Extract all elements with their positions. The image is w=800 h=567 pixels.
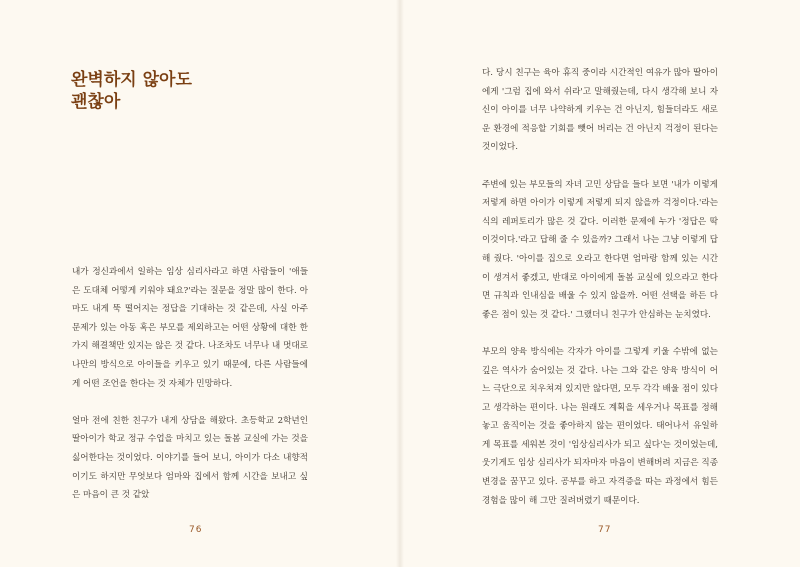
page-number: 76 [189, 525, 203, 535]
chapter-title-line-2: 괜찮아 [71, 92, 121, 112]
body-paragraph: 다. 당시 친구는 육아 휴직 중이라 시간적인 여유가 많아 딸아이에게 '그럼 집에 와서 쉬라'고 말해줬는데, 다시 생각해 보니 자신이 아이를 너무 나약하게 키우는 건 아닌지, 힘들더라도 새로운 환경에 적응할 기회를 뺏어 버리는 건 아닌지 걱정이 된다는 것이었다. [482, 68, 718, 153]
body-paragraph: 얼마 전에 친한 친구가 내게 상담을 해왔다. 초등학교 2학년인 딸아이가 학교 정규 수업을 마치고 있는 돌봄 교실에 가는 것을 싫어한다는 것이었다. 이야기를 들어 보니, 아이가 다소 내향적이기도 하지만 무엇보다 엄마와 집에서 함께 시간을 보내고 싶은 마음이 큰 것 같았 [72, 415, 308, 501]
chapter-title [71, 69, 192, 113]
chapter-title-line-1: 완벽하지 않아도 [71, 70, 192, 90]
right-page-body [482, 64, 718, 529]
page-number: 77 [598, 525, 612, 535]
right-page [400, 0, 800, 567]
left-page-body [72, 263, 308, 523]
body-paragraph: 주변에 있는 부모들의 자녀 고민 상담을 들다 보면 '내가 이렇게 저렇게 하면 아이가 이렇게 저렇게 되지 않을까 걱정이다.'라는 식의 레퍼토리가 많은 것 같다. 이러한 문제에 누가 '정답은 딱 이것이다.'라고 답해 줄 수 있을까? 그래서 나는 그냥 이렇게 답해 줬다. '아이를 집으로 오라고 한다면 엄마랑 함께 있는 시간이 생겨서 좋겠고, 반대로 아이에게 돌봄 교실에 있으라고 한다면 규칙과 인내심을 배울 수 있지 않을까. 어떤 선택을 하든 다 좋은 점이 있는 것 같다.' 그랬더니 친구가 안심하는 눈치였다. [482, 179, 718, 320]
body-paragraph: 내가 정신과에서 일하는 임상 심리사라고 하면 사람들이 '애들은 도대체 어떻게 키워야 돼요?'라는 질문을 정말 많이 한다. 아마도 내게 뚝 떨어지는 정답을 기대하는 것 같은데, 사실 아주 문제가 있는 아동 혹은 부모를 제외하고는 어떤 상황에 대한 한 가지 해결책만 있지는 않은 것 같다. 나조차도 너무나 내 멋대로 나만의 방식으로 아이들을 키우고 있기 때문에, 다른 사람들에게 어떤 조언을 한다는 것 자체가 민망하다. [72, 267, 308, 389]
body-paragraph: 부모의 양육 방식에는 각자가 아이를 그렇게 키울 수밖에 없는 깊은 역사가 숨어있는 것 같다. 나는 그와 같은 양육 방식이 어느 극단으로 치우쳐져 있지만 않다면, 모두 각각 배울 점이 있다고 생각하는 편이다. 나는 원래도 계획을 세우거나 목표를 정해놓고 움직이는 것을 좋아하지 않는 편이었다. 태어나서 유일하게 목표를 세워본 것이 '임상심리사가 되고 싶다'는 것이었는데, 웃기게도 임상 심리사가 되자마자 마음이 변해버려 지금은 직종 변경을 꿈꾸고 있다. 공부를 하고 자격증을 따는 과정에서 힘든 경험을 많이 해 그만 질려버렸기 때문이다. [482, 346, 718, 506]
